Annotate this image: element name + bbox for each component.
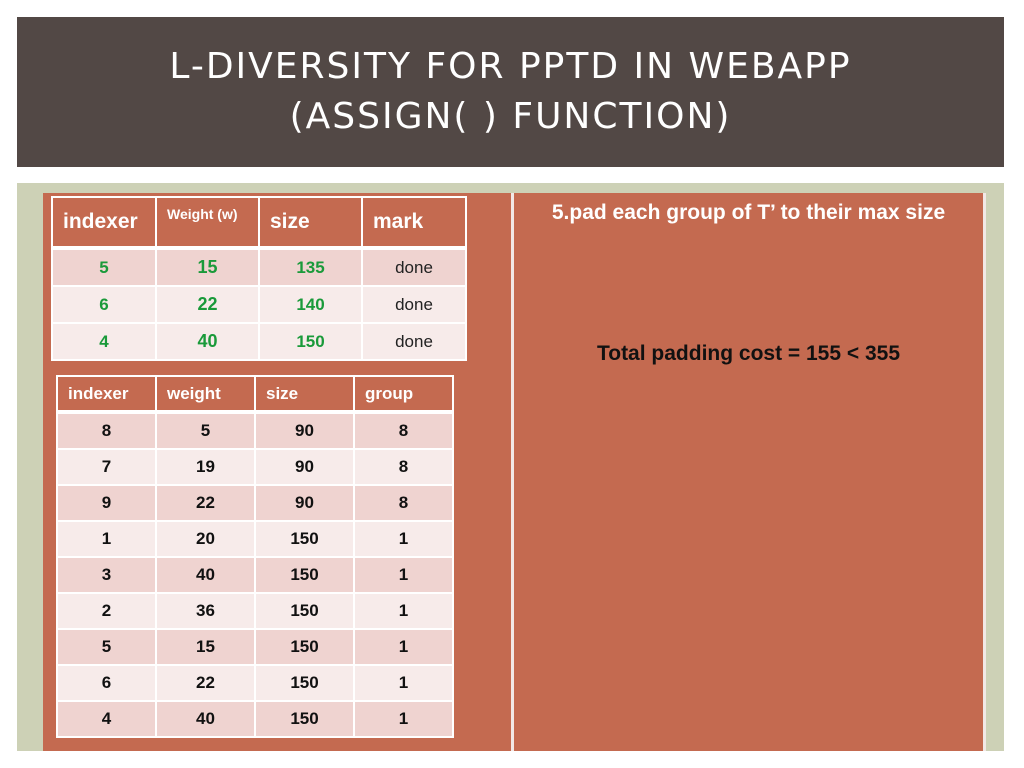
group-table <box>51 196 467 361</box>
cell-group: 1 <box>354 593 453 629</box>
column-header-indexer: indexer <box>57 376 156 412</box>
cell-size: 135 <box>259 248 362 286</box>
panel-divider <box>511 193 514 751</box>
table-row <box>57 449 453 485</box>
right-panel <box>514 193 983 751</box>
cell-indexer: 7 <box>57 449 156 485</box>
cell-weight: 40 <box>156 323 259 360</box>
table-row <box>57 412 453 449</box>
table-header-row <box>52 197 466 248</box>
cell-indexer: 5 <box>52 248 156 286</box>
table-row <box>52 248 466 286</box>
cell-size: 140 <box>259 286 362 323</box>
column-header-mark: mark <box>362 197 466 248</box>
column-header-group: group <box>354 376 453 412</box>
cell-size: 150 <box>259 323 362 360</box>
cell-group: 1 <box>354 521 453 557</box>
cell-group: 1 <box>354 557 453 593</box>
cell-weight: 22 <box>156 665 255 701</box>
cell-indexer: 4 <box>52 323 156 360</box>
cell-size: 90 <box>255 412 354 449</box>
table-row <box>57 701 453 737</box>
table-row <box>57 521 453 557</box>
table-row <box>57 665 453 701</box>
cell-group: 8 <box>354 449 453 485</box>
cell-indexer: 4 <box>57 701 156 737</box>
cell-indexer: 6 <box>57 665 156 701</box>
cell-mark: done <box>362 248 466 286</box>
cell-weight: 20 <box>156 521 255 557</box>
cell-weight: 15 <box>156 629 255 665</box>
table-header-row <box>57 376 453 412</box>
table-row <box>57 593 453 629</box>
cell-weight: 40 <box>156 701 255 737</box>
column-header-weight: Weight (w) <box>156 197 259 248</box>
cell-weight: 40 <box>156 557 255 593</box>
cell-indexer: 9 <box>57 485 156 521</box>
cell-weight: 36 <box>156 593 255 629</box>
cell-weight: 15 <box>156 248 259 286</box>
cell-size: 150 <box>255 701 354 737</box>
column-header-size: size <box>259 197 362 248</box>
table-row <box>52 286 466 323</box>
padding-cost-summary: Total padding cost = 155 < 355 <box>596 342 901 365</box>
cell-weight: 22 <box>156 485 255 521</box>
column-header-size: size <box>255 376 354 412</box>
cell-indexer: 6 <box>52 286 156 323</box>
cell-size: 150 <box>255 557 354 593</box>
title-bar <box>17 17 1004 167</box>
cell-indexer: 2 <box>57 593 156 629</box>
cell-group: 8 <box>354 412 453 449</box>
cell-group: 1 <box>354 665 453 701</box>
cell-size: 150 <box>255 629 354 665</box>
table-row <box>57 557 453 593</box>
cell-mark: done <box>362 286 466 323</box>
cell-weight: 5 <box>156 412 255 449</box>
cell-size: 90 <box>255 485 354 521</box>
cell-indexer: 3 <box>57 557 156 593</box>
assignment-table <box>56 375 454 738</box>
cell-indexer: 8 <box>57 412 156 449</box>
cell-size: 150 <box>255 665 354 701</box>
table-row <box>57 629 453 665</box>
cell-group: 1 <box>354 701 453 737</box>
column-header-indexer: indexer <box>52 197 156 248</box>
cell-size: 150 <box>255 521 354 557</box>
panel-right-edge <box>983 193 986 751</box>
step-description: 5.pad each group of T’ to their max size <box>551 201 946 224</box>
cell-group: 1 <box>354 629 453 665</box>
slide-title-line-1: L-DIVERSITY FOR PPTD IN WEBAPP <box>169 46 852 87</box>
column-header-weight: weight <box>156 376 255 412</box>
cell-size: 90 <box>255 449 354 485</box>
cell-group: 8 <box>354 485 453 521</box>
cell-weight: 19 <box>156 449 255 485</box>
cell-indexer: 1 <box>57 521 156 557</box>
cell-weight: 22 <box>156 286 259 323</box>
slide-title-line-2: (ASSIGN( ) FUNCTION) <box>289 96 732 137</box>
table-row <box>57 485 453 521</box>
cell-size: 150 <box>255 593 354 629</box>
cell-mark: done <box>362 323 466 360</box>
table-row <box>52 323 466 360</box>
cell-indexer: 5 <box>57 629 156 665</box>
